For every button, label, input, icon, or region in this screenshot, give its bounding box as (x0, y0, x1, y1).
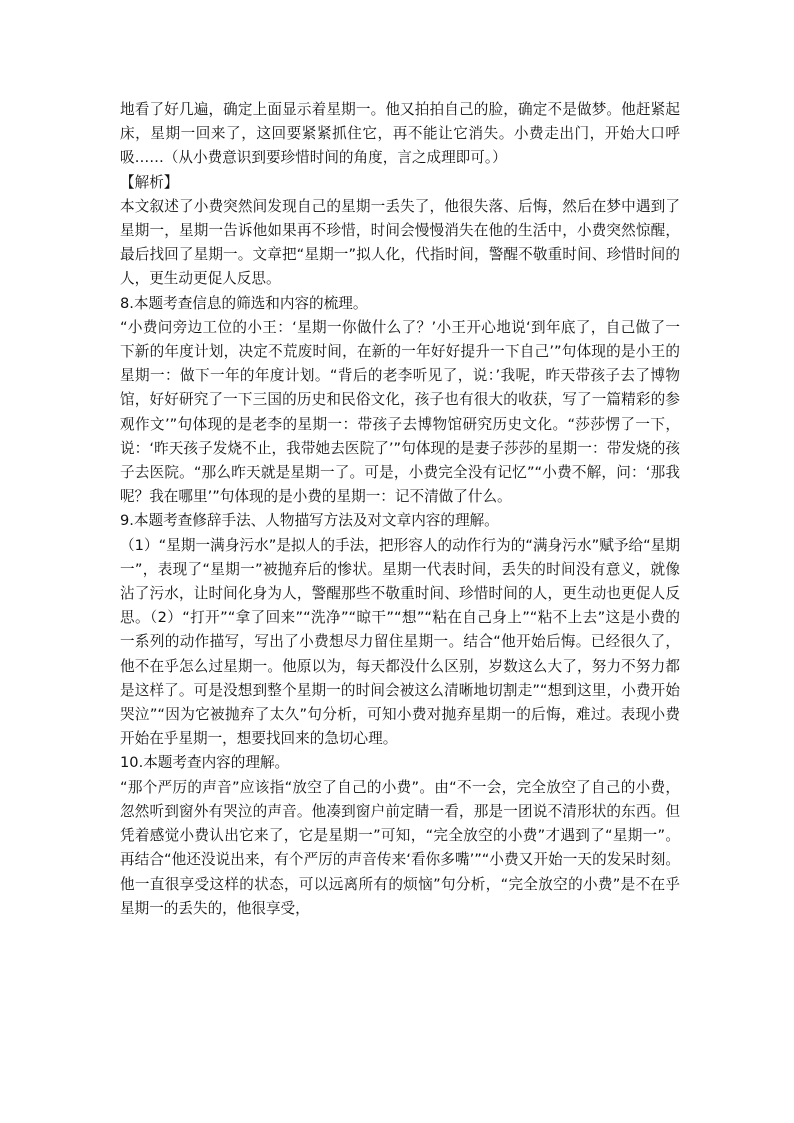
question-8-heading: 8.本题考查信息的筛选和内容的梳理。 (120, 294, 368, 312)
document-body (120, 98, 680, 921)
question-10-explanation: “那个严厉的声音”应该指“放空了自己的小费”。由“不一会，完全放空了自己的小费，忽然听到窗外有哭泣的声音。他凑到窗户前定睛一看，那是一团说不清形状的东西。但凭着感觉小费认出它来了，它是星期一”可知，“完全放空的小费”才遇到了“星期一”。再结合“他还没说出来，有个严厉的声音传来‘看你多嘴’”“小费又开始一天的发呆时刻。他一直很享受这样的状态，可以远离所有的烦恼”句分析，“完全放空的小费”是不在乎星期一的丢失的，他很享受， (120, 778, 680, 917)
paragraph-analysis-summary: 本文叙述了小费突然间发现自己的星期一丢失了，他很失落、后悔，然后在梦中遇到了星期一，星期一告诉他如果再不珍惜，时间会慢慢消失在他的生活中，小费突然惊醒，最后找回了星期一。文章把“星期一”拟人化，代指时间，警醒不敬重时间、珍惜时间的人，更生动更促人反思。 (120, 197, 680, 288)
question-8-explanation: “小费问旁边工位的小王：‘星期一你做什么了？’小王开心地说‘到年底了，自己做了一下新的年度计划，决定不荒废时间，在新的一年好好提升一下自己’”句体现的是小王的星期一：做下一年的年度计划。“背后的老李听见了，说：’我呢，昨天带孩子去了博物馆，好好研究了一下三国的历史和民俗文化，孩子也有很大的收获，写了一篇精彩的参观作文’”句体现的是老李的星期一：带孩子去博物馆研究历史文化。“莎莎愣了一下，说：‘昨天孩子发烧不止，我带她去医院了’”句体现的是妻子莎莎的星期一：带发烧的孩子去医院。“那么昨天就是星期一了。可是，小费完全没有记忆”“小费不解，问：‘那我呢？我在哪里’”句体现的是小费的星期一：记不清做了什么。 (120, 318, 680, 506)
section-heading-analysis: 【解析】 (120, 173, 179, 191)
paragraph-answer-continuation: 地看了好几遍，确定上面显示着星期一。他又拍拍自己的脸，确定不是做梦。他赶紧起床，星期一回来了，这回要紧紧抓住它，再不能让它消失。小费走出门，开始大口呼吸……（从小费意识到要珍惜时间的角度，言之成理即可。） (120, 101, 680, 167)
question-10-heading: 10.本题考查内容的理解。 (120, 754, 290, 772)
question-9-explanation: （1）“星期一满身污水”是拟人的手法，把形容人的动作行为的“满身污水”赋予给“星期一”，表现了“星期一”被抛弃后的惨状。星期一代表时间，丢失的时间没有意义，就像沾了污水，让时间化身为人，警醒那些不敬重时间、珍惜时间的人，更生动也更促人反思。（2）“打开”“拿了回来”“洗净”“晾干”“想”“粘在自己身上”“粘不上去”这是小费的一系列的动作描写，写出了小费想尽力留住星期一。结合“他开始后悔。已经很久了，他不在乎怎么过星期一。他原以为，每天都没什么区别，岁数这么大了，努力不努力都是这样了。可是没想到整个星期一的时间会被这么清晰地切割走”“想到这里，小费开始哭泣”“因为它被抛弃了太久”句分析，可知小费对抛弃星期一的后悔，难过。表现小费开始在乎星期一，想要找回来的急切心理。 (120, 536, 680, 748)
question-9-heading: 9.本题考查修辞手法、人物描写方法及对文章内容的理解。 (120, 512, 499, 530)
